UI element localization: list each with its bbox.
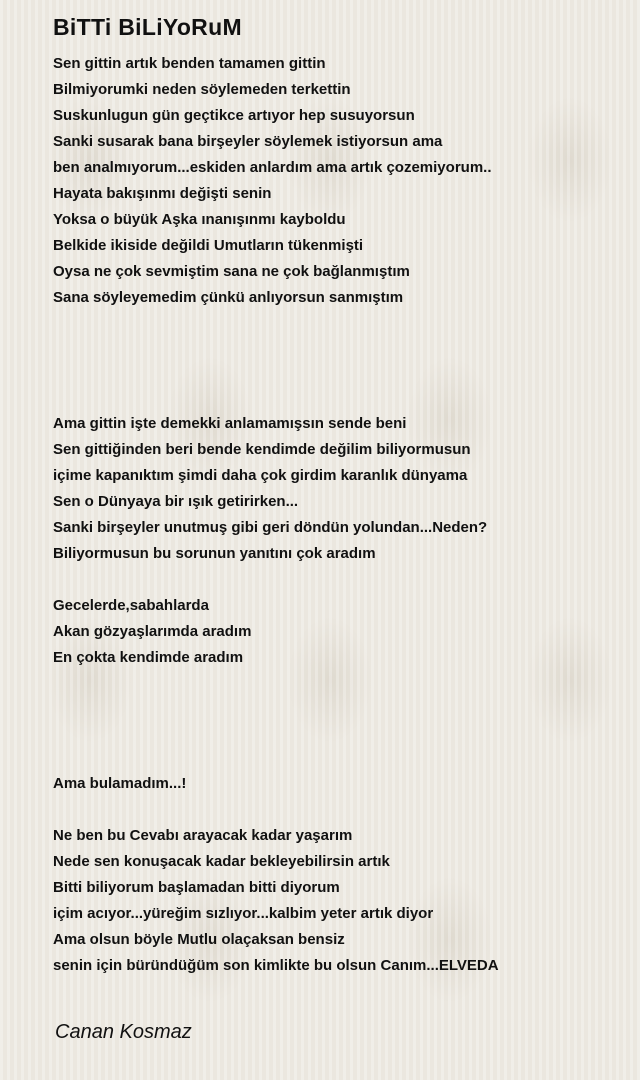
poem-line: senin için büründüğüm son kimlikte bu olsun Canım...ELVEDA	[53, 957, 499, 974]
poem-line: Sana söyleyemedim çünkü anlıyorsun sanmıştım	[53, 289, 404, 306]
poem-line: Yoksa o büyük Aşka ınanışınmı kayboldu	[53, 211, 346, 228]
poem-line: Biliyormusun bu sorunun yanıtını çok aradım	[53, 545, 376, 562]
poem-line: Sanki susarak bana birşeyler söylemek istiyorsun ama	[53, 133, 443, 150]
poem-line: ben analmıyorum...eskiden anlardım ama artık çozemiyorum..	[53, 159, 492, 176]
poem-line: Bitti biliyorum başlamadan bitti diyorum	[53, 879, 340, 896]
poem-line: En çokta kendimde aradım	[53, 649, 244, 666]
poem-line: Sanki birşeyler unutmuş gibi geri döndün yolundan...Neden?	[53, 519, 488, 536]
stanza-3	[53, 593, 251, 671]
poem-line: Sen gittiğinden beri bende kendimde değilim biliyormusun	[53, 441, 471, 458]
poem-line: Bilmiyorumki neden söylemeden terkettin	[53, 81, 351, 98]
stanza-2	[53, 411, 487, 567]
poem-line: Belkide ikiside değildi Umutların tükenmişti	[53, 237, 364, 254]
poem-line: Nede sen konuşacak kadar bekleyebilirsin artık	[53, 853, 390, 870]
poem-title: BiTTi BiLiYoRuM	[53, 14, 242, 40]
poem-line: Ama bulamadım...!	[53, 775, 187, 792]
poem-line: Suskunlugun gün geçtikce artıyor hep susuyorsun	[53, 107, 415, 124]
poem-line: Sen o Dünyaya bir ışık getirirken...	[53, 493, 299, 510]
poem-author: Canan Kosmaz	[55, 1021, 192, 1043]
stanza-1	[53, 51, 492, 311]
poem-line: Oysa ne çok sevmiştim sana ne çok bağlanmıştım	[53, 263, 410, 280]
poem-line: Hayata bakışınmı değişti senin	[53, 185, 272, 202]
poem-line: içime kapanıktım şimdi daha çok girdim karanlık dünyama	[53, 467, 468, 484]
poem-line: Ama gittin işte demekki anlamamışsın sende beni	[53, 415, 407, 432]
stanza-4	[53, 771, 186, 797]
poem-line: Akan gözyaşlarımda aradım	[53, 623, 252, 640]
poem-line: Ama olsun böyle Mutlu olaçaksan bensiz	[53, 931, 345, 948]
stanza-5	[53, 823, 499, 979]
poem-line: Sen gittin artık benden tamamen gittin	[53, 55, 326, 72]
poem-line: Gecelerde,sabahlarda	[53, 597, 209, 614]
poem-line: Ne ben bu Cevabı arayacak kadar yaşarım	[53, 827, 353, 844]
poem-line: içim acıyor...yüreğim sızlıyor...kalbim yeter artık diyor	[53, 905, 434, 922]
